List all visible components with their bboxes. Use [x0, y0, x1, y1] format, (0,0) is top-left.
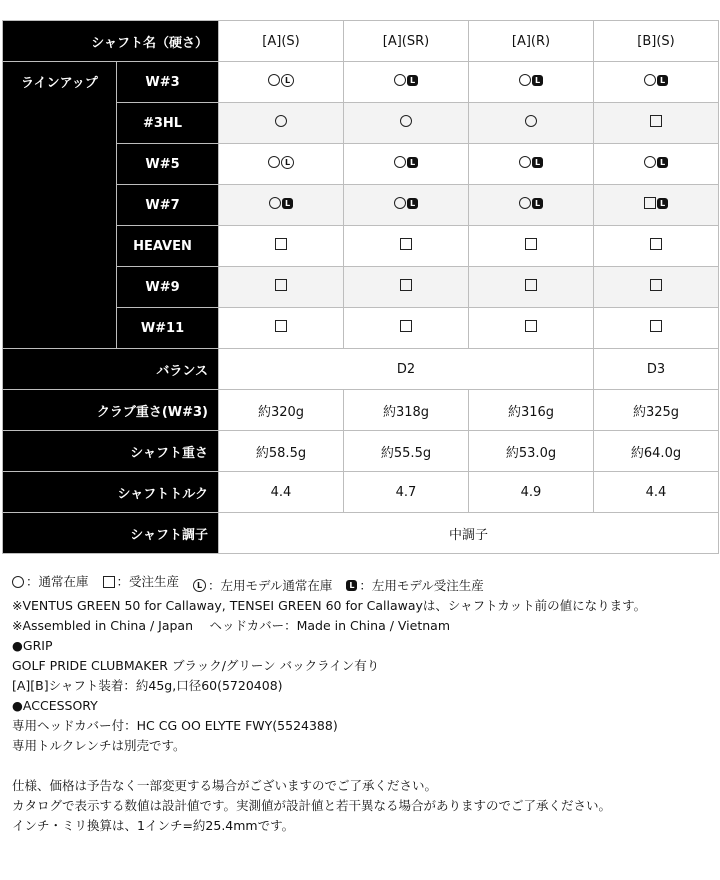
circle-icon	[525, 115, 537, 127]
club-weight-label: クラブ重さ(W#3)	[3, 390, 219, 431]
shaft-weight-value: 約64.0g	[594, 431, 719, 472]
circle-icon	[394, 156, 406, 168]
club-weight-value: 約318g	[344, 390, 469, 431]
header-row	[3, 21, 719, 62]
availability-mark	[525, 279, 537, 291]
note-line: ●ACCESSORY	[12, 697, 98, 713]
availability-cell	[219, 267, 344, 308]
shaft-weight-label: シャフト重さ	[3, 431, 219, 472]
circle-icon	[269, 197, 281, 209]
shaft-weight-value: 約55.5g	[344, 431, 469, 472]
torque-value: 4.4	[219, 472, 344, 513]
legend-text: ：左用モデル通常在庫	[208, 577, 333, 593]
availability-mark	[650, 115, 662, 127]
availability-cell	[219, 185, 344, 226]
availability-cell	[469, 267, 594, 308]
availability-cell	[219, 308, 344, 349]
legend-text: ：通常在庫	[26, 574, 89, 589]
lineup-row	[3, 62, 719, 103]
lineup-label: ラインアップ	[3, 62, 117, 349]
availability-mark	[525, 238, 537, 250]
balance-b-value: D3	[594, 349, 719, 390]
legend-text: ：左用モデル受注生産	[359, 577, 484, 593]
column-header: [A](S)	[219, 21, 344, 62]
left-filled-icon: L	[532, 75, 543, 86]
availability-cell	[344, 62, 469, 103]
torque-row	[3, 472, 719, 513]
left-filled-icon: L	[532, 198, 543, 209]
balance-a-value: D2	[219, 349, 594, 390]
square-icon	[275, 320, 287, 332]
square-icon	[400, 320, 412, 332]
square-icon	[275, 238, 287, 250]
note-line: 仕様、価格は予告なく一部変更する場合がございますのでご了承ください。	[12, 777, 438, 793]
availability-mark	[519, 74, 543, 86]
circle-icon	[12, 576, 24, 588]
shaft-weight-value: 約58.5g	[219, 431, 344, 472]
legend-text: ：受注生産	[116, 574, 180, 589]
circle-icon	[268, 74, 280, 86]
circle-icon	[519, 197, 531, 209]
lineup-body	[3, 62, 719, 349]
circle-icon	[268, 156, 280, 168]
availability-cell	[344, 103, 469, 144]
square-icon	[400, 238, 412, 250]
square-icon	[525, 238, 537, 250]
left-filled-icon: L	[282, 198, 293, 209]
shaft-weight-row	[3, 431, 719, 472]
availability-mark	[519, 156, 543, 168]
square-icon	[525, 279, 537, 291]
availability-mark	[400, 320, 412, 332]
spec-table	[2, 20, 719, 554]
note-line: ●GRIP	[12, 637, 53, 653]
legend-l-outline	[193, 576, 332, 596]
availability-cell	[219, 103, 344, 144]
club-weight-value: 約316g	[469, 390, 594, 431]
left-filled-icon: L	[657, 75, 668, 86]
model-name: W#5	[117, 144, 219, 185]
availability-mark	[394, 74, 418, 86]
model-name: W#3	[117, 62, 219, 103]
availability-cell	[219, 144, 344, 185]
circle-icon	[394, 197, 406, 209]
availability-mark	[400, 279, 412, 291]
square-icon	[400, 279, 412, 291]
left-filled-icon: L	[407, 198, 418, 209]
legend-square	[103, 572, 180, 592]
model-name: HEAVEN	[117, 226, 219, 267]
availability-mark	[394, 197, 418, 209]
availability-cell	[344, 144, 469, 185]
note-line: GOLF PRIDE CLUBMAKER ブラック/グリーン バックライン有り	[12, 657, 380, 673]
availability-cell	[344, 308, 469, 349]
availability-mark	[275, 320, 287, 332]
left-filled-icon: L	[657, 198, 668, 209]
note-line: 専用ヘッドカバー付：HC CG OO ELYTE FWY(5524388)	[12, 717, 338, 733]
square-icon	[525, 320, 537, 332]
availability-mark	[644, 156, 668, 168]
legend-l-filled	[346, 576, 483, 596]
availability-cell	[469, 144, 594, 185]
availability-mark	[644, 197, 668, 209]
note-line: ※VENTUS GREEN 50 for Callaway, TENSEI GREEN 60 for Callawayは、シャフトカット前の値になります。	[12, 597, 647, 613]
circle-icon	[275, 115, 287, 127]
circle-icon	[519, 156, 531, 168]
model-name: W#9	[117, 267, 219, 308]
square-icon	[650, 320, 662, 332]
availability-mark	[644, 74, 668, 86]
left-filled-icon: L	[657, 157, 668, 168]
availability-cell	[594, 62, 719, 103]
availability-mark	[650, 238, 662, 250]
club-weight-value: 約320g	[219, 390, 344, 431]
kick-point-row	[3, 513, 719, 554]
note-line: カタログで表示する数値は設計値です。実測値が設計値と若干異なる場合がありますのでご了承ください。	[12, 797, 612, 813]
note-line: 専用トルクレンチは別売です。	[12, 737, 186, 753]
note-line: ※Assembled in China / Japan ヘッドカバー：Made in China / Vietnam	[12, 617, 450, 633]
column-header: [A](R)	[469, 21, 594, 62]
club-weight-value: 約325g	[594, 390, 719, 431]
model-name: W#11	[117, 308, 219, 349]
square-icon	[650, 115, 662, 127]
availability-cell	[594, 226, 719, 267]
availability-mark	[275, 279, 287, 291]
availability-mark	[525, 115, 537, 127]
availability-mark	[400, 238, 412, 250]
availability-cell	[469, 62, 594, 103]
left-filled-icon: L	[346, 580, 357, 591]
legend-circle	[12, 572, 89, 592]
column-header: [B](S)	[594, 21, 719, 62]
note-line: インチ・ミリ換算は、1インチ=約25.4mmです。	[12, 817, 295, 833]
availability-mark	[650, 279, 662, 291]
notes	[12, 572, 712, 836]
left-filled-icon: L	[407, 157, 418, 168]
availability-mark	[400, 115, 412, 127]
availability-cell	[219, 226, 344, 267]
availability-cell	[594, 267, 719, 308]
circle-icon	[519, 74, 531, 86]
square-icon	[275, 279, 287, 291]
club-weight-row	[3, 390, 719, 431]
torque-value: 4.4	[594, 472, 719, 513]
circle-icon	[394, 74, 406, 86]
shaft-name-header: シャフト名（硬さ）	[3, 21, 219, 62]
kick-point-label: シャフト調子	[3, 513, 219, 554]
availability-cell	[594, 144, 719, 185]
availability-cell	[219, 62, 344, 103]
availability-cell	[344, 267, 469, 308]
availability-mark	[268, 74, 294, 87]
torque-value: 4.7	[344, 472, 469, 513]
left-outline-icon: L	[193, 579, 206, 592]
availability-mark	[650, 320, 662, 332]
availability-cell	[594, 103, 719, 144]
availability-cell	[469, 103, 594, 144]
availability-mark	[275, 238, 287, 250]
circle-icon	[400, 115, 412, 127]
legend	[12, 572, 712, 596]
column-header: [A](SR)	[344, 21, 469, 62]
left-outline-icon: L	[281, 156, 294, 169]
circle-icon	[644, 156, 656, 168]
torque-label: シャフトトルク	[3, 472, 219, 513]
left-filled-icon: L	[407, 75, 418, 86]
kick-point-value: 中調子	[219, 513, 719, 554]
shaft-weight-value: 約53.0g	[469, 431, 594, 472]
square-icon	[103, 576, 115, 588]
spacer	[12, 756, 712, 776]
left-outline-icon: L	[281, 74, 294, 87]
availability-cell	[594, 185, 719, 226]
square-icon	[644, 197, 656, 209]
availability-mark	[275, 115, 287, 127]
availability-cell	[469, 185, 594, 226]
model-name: #3HL	[117, 103, 219, 144]
availability-mark	[268, 156, 294, 169]
model-name: W#7	[117, 185, 219, 226]
availability-cell	[344, 226, 469, 267]
availability-cell	[344, 185, 469, 226]
availability-mark	[519, 197, 543, 209]
circle-icon	[644, 74, 656, 86]
availability-mark	[269, 197, 293, 209]
left-filled-icon: L	[532, 157, 543, 168]
note-line: [A][B]シャフト装着：約45g,口径60(5720408)	[12, 677, 283, 693]
torque-value: 4.9	[469, 472, 594, 513]
square-icon	[650, 279, 662, 291]
availability-cell	[469, 308, 594, 349]
availability-cell	[469, 226, 594, 267]
balance-row	[3, 349, 719, 390]
availability-mark	[525, 320, 537, 332]
availability-mark	[394, 156, 418, 168]
availability-cell	[594, 308, 719, 349]
square-icon	[650, 238, 662, 250]
balance-label: バランス	[3, 349, 219, 390]
